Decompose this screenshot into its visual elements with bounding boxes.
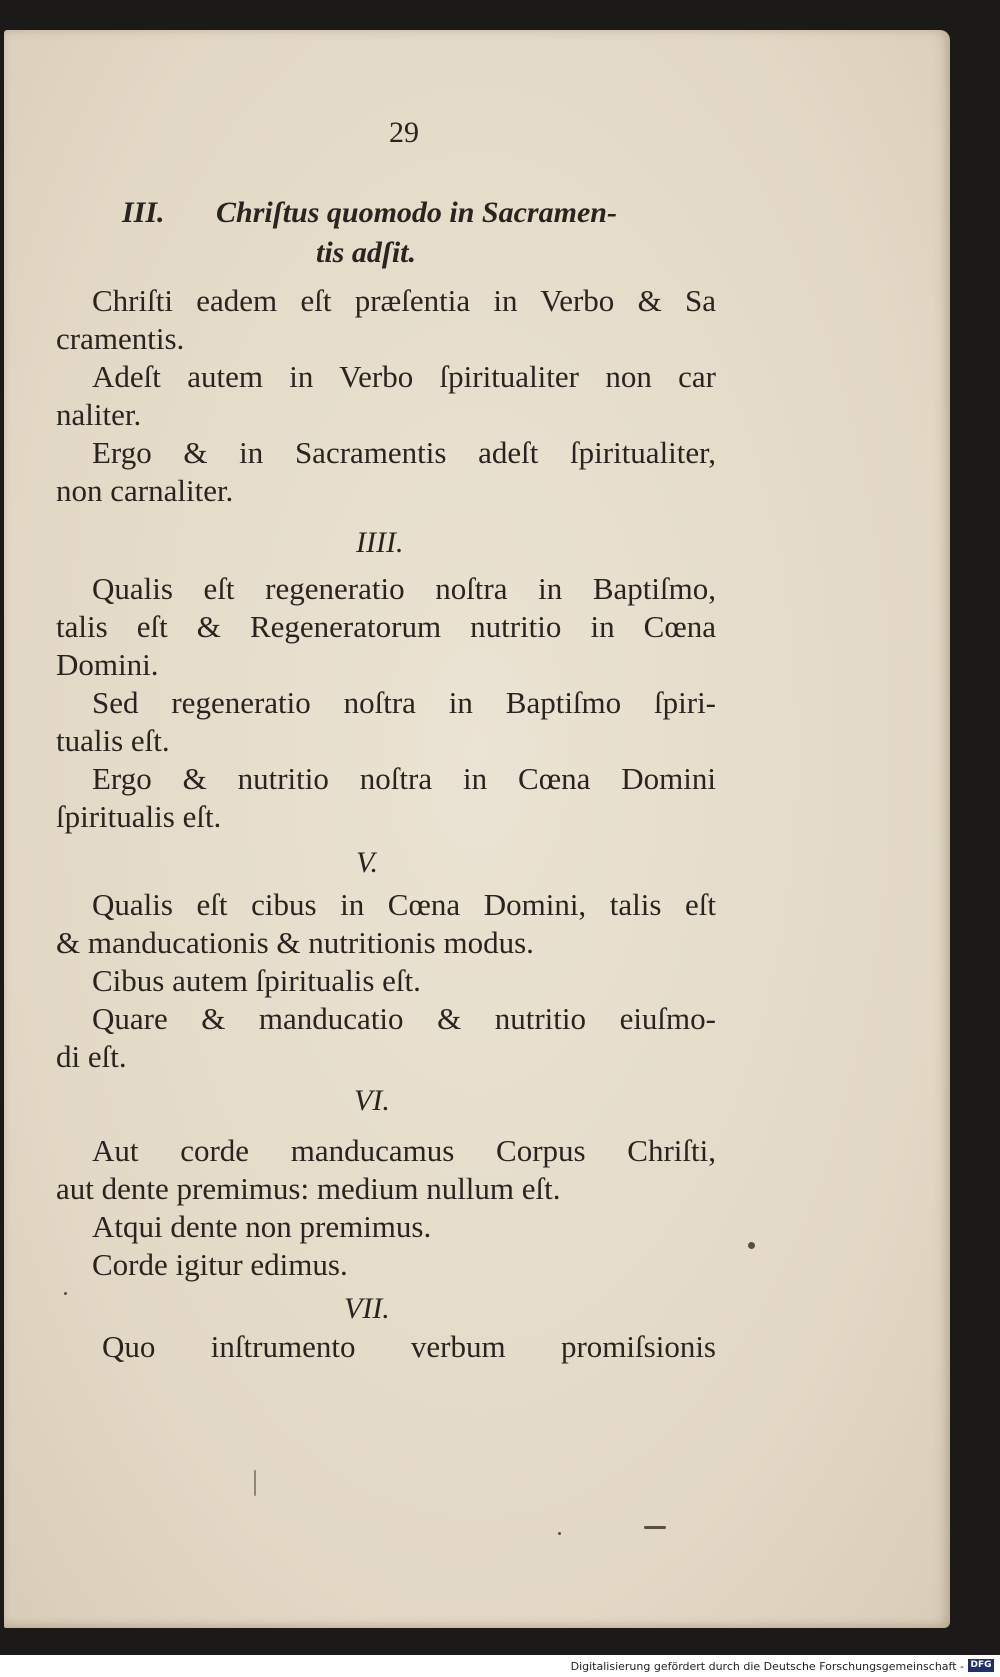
section-number-vii: VII.: [344, 1292, 390, 1325]
text-line: Adeſt autem in Verbo ſpiritualiter non car: [92, 359, 716, 394]
funding-credit: Digitalisierung gefördert durch die Deutsche Forschungsgemeinschaft -: [570, 1660, 964, 1673]
text-line: Aut corde manducamus Corpus Chriſti,: [92, 1133, 716, 1168]
text-line: Quare & manducatio & nutritio eiuſmo-: [92, 1001, 716, 1036]
section-number-iiii: IIII.: [356, 526, 404, 559]
text-line: Corde igitur edimus.: [92, 1247, 348, 1282]
book-page: [4, 30, 950, 1628]
text-line: Ergo & in Sacramentis adeſt ſpiritualiter,: [92, 435, 716, 470]
text-line: Sed regeneratio noſtra in Baptiſmo ſpiri-: [92, 685, 716, 720]
section-number-v: V.: [356, 846, 378, 879]
paper-speck: [64, 1292, 67, 1295]
text-line: Cibus autem ſpiritualis eſt.: [92, 963, 421, 998]
text-line: ſpiritualis eſt.: [56, 799, 222, 834]
text-line: cramentis.: [56, 321, 185, 356]
text-line: tualis eſt.: [56, 723, 170, 758]
text-line: non carnaliter.: [56, 473, 234, 508]
text-line: Domini.: [56, 647, 159, 682]
paper-speck: [254, 1470, 256, 1496]
paper-speck: [558, 1532, 561, 1535]
section-number-vi: VI.: [354, 1084, 390, 1117]
footer-bar: [0, 1655, 1000, 1677]
text-line: Qualis eſt cibus in Cœna Domini, talis eſt: [92, 887, 716, 922]
text-line: & manducationis & nutritionis modus.: [56, 925, 534, 960]
text-line: aut dente premimus: medium nullum eſt.: [56, 1171, 561, 1206]
text-line: Quo inſtrumento verbum promiſsionis: [102, 1329, 716, 1364]
text-line: Chriſti eadem eſt præſentia in Verbo & Sa: [92, 283, 716, 318]
paper-speck: [644, 1526, 666, 1529]
page-number: 29: [389, 116, 419, 149]
paper-speck: [748, 1242, 755, 1249]
text-line: naliter.: [56, 397, 142, 432]
text-line: Qualis eſt regeneratio noſtra in Baptiſmo,: [92, 571, 716, 606]
text-line: talis eſt & Regeneratorum nutritio in Cœna: [56, 609, 716, 644]
text-line: Atqui dente non premimus.: [92, 1209, 432, 1244]
text-line: Ergo & nutritio noſtra in Cœna Domini: [92, 761, 716, 796]
section-number-iii: III.: [122, 196, 165, 229]
text-line: di eſt.: [56, 1039, 127, 1074]
dfg-logo: DFG: [968, 1659, 994, 1672]
section-heading-line-1: Chriſtus quomodo in Sacramen-: [216, 196, 617, 229]
section-heading-line-2: tis adſit.: [316, 236, 417, 269]
